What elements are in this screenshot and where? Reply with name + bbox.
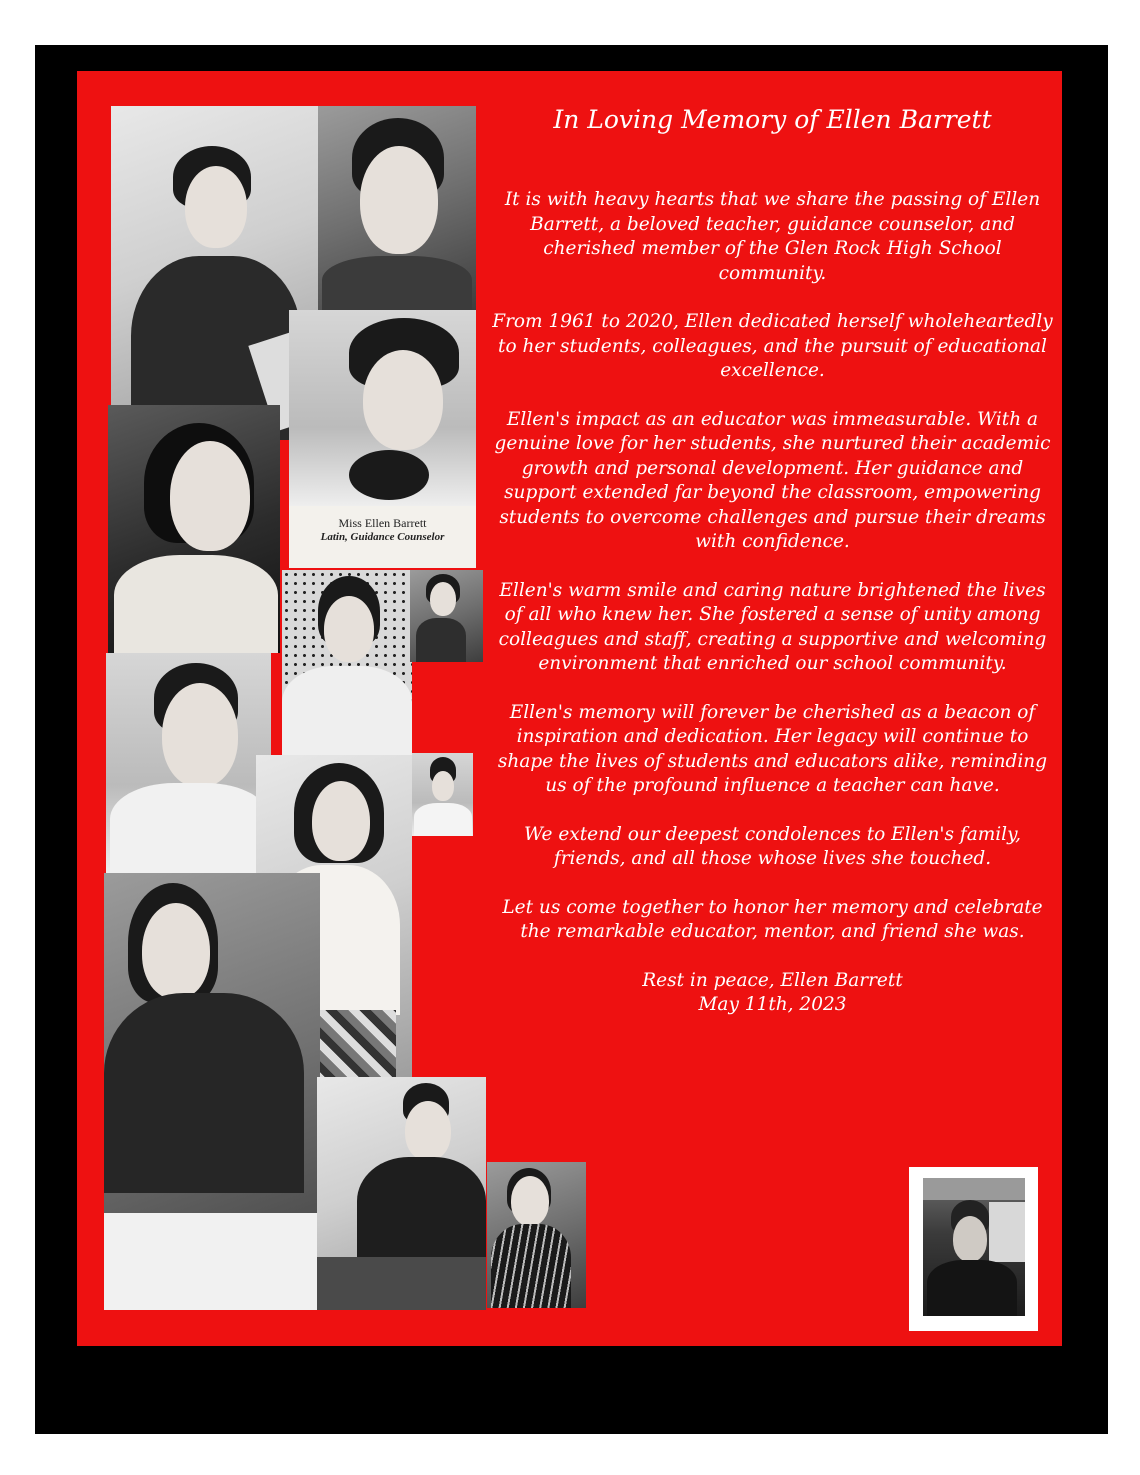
yearbook-caption <box>289 506 476 568</box>
paragraph-legacy: Ellen's memory will forever be cherished as a beacon of inspiration and dedication. Her legacy will continue to shape the lives of students and educators alike, reminding us of the profound influence a teacher can have. <box>497 701 1048 796</box>
caption-name: Miss Ellen Barrett <box>338 516 427 530</box>
closing-line: Rest in peace, Ellen Barrett <box>642 969 903 991</box>
photo-small-hair-bun <box>412 753 473 836</box>
photo-dark-shirt-at-desk <box>104 873 320 1310</box>
paragraph-warm-smile: Ellen's warm smile and caring nature brightened the lives of all who knew her. She fostered a sense of unity among colleagues and staff, creating a supportive and welcoming environment that enriched our school community. <box>498 579 1047 674</box>
photo-striped-blouse <box>487 1162 586 1308</box>
memorial-text <box>485 100 1060 1018</box>
framed-photo-image <box>923 1178 1025 1316</box>
memorial-date: May 11th, 2023 <box>698 994 847 1015</box>
caption-role: Latin, Guidance Counselor <box>320 531 445 543</box>
paragraph-condolences: We extend our deepest condolences to Ellen's family, friends, and all those whose lives she touched. <box>524 823 1021 869</box>
photo-standing-with-books <box>111 106 318 440</box>
photo-recent-framed <box>909 1167 1038 1331</box>
photo-portrait-white-sweater <box>106 653 271 873</box>
paragraph-honor: Let us come together to honor her memory and celebrate the remarkable educator, mentor, and friend she was. <box>502 896 1043 942</box>
photo-portrait-smiling <box>318 106 476 310</box>
photo-small-at-desk <box>410 570 483 662</box>
paragraph-dedication-years: From 1961 to 2020, Ellen dedicated herself wholeheartedly to her students, colleagues, and the pursuit of educational excellence. <box>492 311 1053 381</box>
photo-dotted-wall-desk <box>282 570 412 755</box>
photo-on-telephone <box>289 310 476 568</box>
memorial-title: In Loving Memory of Ellen Barrett <box>553 105 992 134</box>
photo-portrait-light-jacket <box>108 405 280 653</box>
photo-older-writing-at-desk <box>317 1077 486 1310</box>
paragraph-announcement: It is with heavy hearts that we share the passing of Ellen Barrett, a beloved teacher, guidance counselor, and cherished member of the Glen Rock High School community. <box>504 189 1041 284</box>
paragraph-impact: Ellen's impact as an educator was immeasurable. With a genuine love for her students, she nurtured their academic growth and personal development. Her guidance and support extended far beyond the classroom, empowering students to overcome challenges and pursue their dreams with confidence. <box>494 408 1051 552</box>
